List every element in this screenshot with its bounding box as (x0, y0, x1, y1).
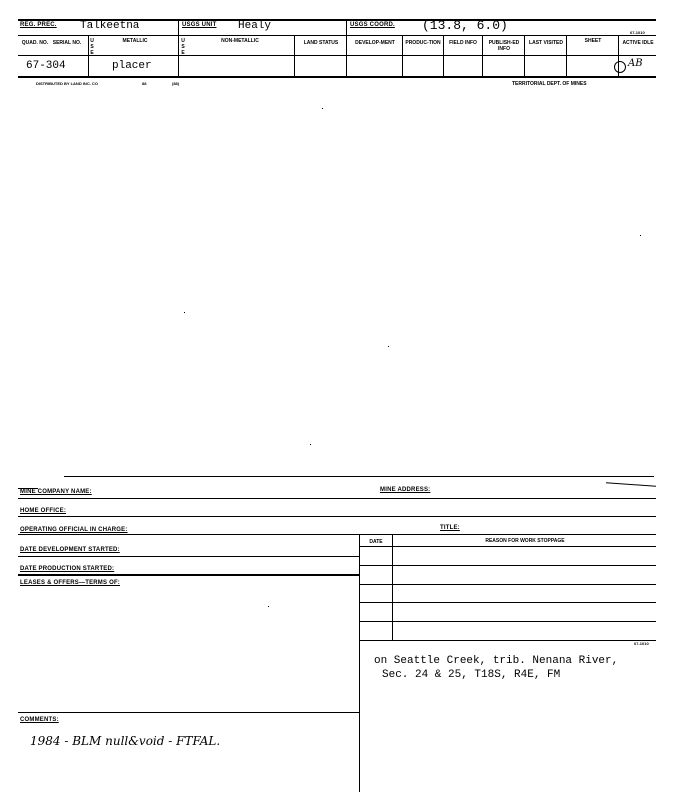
form-rule (18, 516, 656, 517)
date-development-label: DATE DEVELOPMENT STARTED: (20, 547, 120, 553)
operating-official-label: OPERATING OFFICIAL IN CHARGE: (20, 527, 128, 533)
header-divider (443, 35, 444, 76)
col-metallic: METALLIC (122, 38, 148, 44)
form-code: 67-1010 (630, 30, 645, 35)
date-production-label: DATE PRODUCTION STARTED: (20, 566, 115, 572)
table-row-rule (359, 640, 656, 641)
speck (268, 606, 269, 607)
form-top-border-right (606, 482, 656, 486)
col-quad: QUAD. NO. (21, 40, 49, 46)
col-published-info: PUBLISH-ED INFO (488, 40, 520, 52)
form-rule (18, 574, 359, 576)
speck (184, 312, 185, 313)
title-label: TITLE: (440, 525, 460, 531)
col-use-2: U S E (181, 38, 185, 56)
table-row-rule (359, 621, 656, 622)
form-rule (18, 556, 359, 557)
mine-company-label: MINE COMPANY NAME: (20, 489, 92, 495)
col-development: DEVELOP-MENT (355, 40, 395, 46)
col-field-info: FIELD INFO (449, 40, 477, 46)
header-divider (524, 35, 525, 76)
corner-code: 67-1010 (634, 641, 649, 646)
comments-label: COMMENTS: (20, 717, 59, 723)
usgs-coord-value: (13.8, 6.0) (422, 18, 508, 33)
header-rule-3 (18, 76, 656, 78)
usgs-unit-value: Healy (238, 20, 272, 32)
speck (388, 346, 389, 347)
table-rule (359, 546, 656, 547)
speck (322, 108, 323, 109)
col-land-status: LAND STATUS (303, 40, 339, 46)
form-top-border (64, 476, 654, 477)
handwritten-comment: 1984 - BLM null&void - FTFAL. (30, 734, 221, 748)
reason-header: REASON FOR WORK STOPPAGE (485, 538, 565, 544)
col-sheet: SHEET (584, 38, 602, 44)
location-line-1: on Seattle Creek, trib. Nenana River, (374, 655, 619, 667)
header-divider (566, 35, 567, 76)
table-row-rule (359, 584, 656, 585)
date-header: DATE (369, 539, 383, 545)
table-row-rule (359, 602, 656, 603)
reg-prec-value: Talkeetna (80, 20, 140, 32)
metallic-value: placer (112, 60, 152, 72)
speck (640, 235, 641, 236)
card-footer-right: TERRITORIAL DEPT. OF MINES (512, 81, 587, 87)
table-row-rule (359, 565, 656, 566)
form-rule (18, 534, 656, 535)
col-serial: SERIAL NO. (52, 40, 82, 46)
col-active-idle: ACTIVE IDLE (622, 40, 654, 46)
card-footer-left: DISTRIBUTED BY LAND INC. CO (36, 81, 98, 86)
header-divider (482, 35, 483, 76)
active-idle-marker (614, 61, 626, 73)
col-last-visited: LAST VISITED (529, 40, 563, 46)
header-rule-1 (18, 35, 656, 36)
form-column-divider (359, 534, 360, 792)
header-divider (402, 35, 403, 76)
card-footer-mid-2: (88) (172, 81, 180, 86)
form-rule (18, 712, 359, 713)
col-production: PRODUC-TION (405, 40, 441, 46)
home-office-label: HOME OFFICE: (20, 508, 67, 514)
usgs-coord-label: USGS COORD. (350, 22, 395, 28)
form-rule (18, 498, 656, 499)
active-idle-mark: AB (628, 58, 643, 69)
leases-label: LEASES & OFFERS—TERMS OF: (20, 580, 121, 586)
card-footer-mid-1: 88 (142, 81, 147, 86)
usgs-unit-label: USGS UNIT (182, 22, 217, 28)
header-divider (294, 35, 295, 76)
col-non-metallic: NON-METALLIC (221, 38, 259, 44)
quad-serial-value: 67-304 (26, 60, 66, 72)
speck (310, 444, 311, 445)
date-column-divider (392, 534, 393, 640)
header-divider (178, 19, 179, 76)
mine-address-label: MINE ADDRESS: (380, 487, 431, 493)
location-line-2: Sec. 24 & 25, T18S, R4E, FM (382, 669, 561, 681)
header-rule-2 (18, 55, 656, 56)
reg-prec-label: REG. PREC. (20, 22, 57, 28)
col-use-1: U S E (90, 38, 94, 56)
header-divider (346, 19, 347, 76)
